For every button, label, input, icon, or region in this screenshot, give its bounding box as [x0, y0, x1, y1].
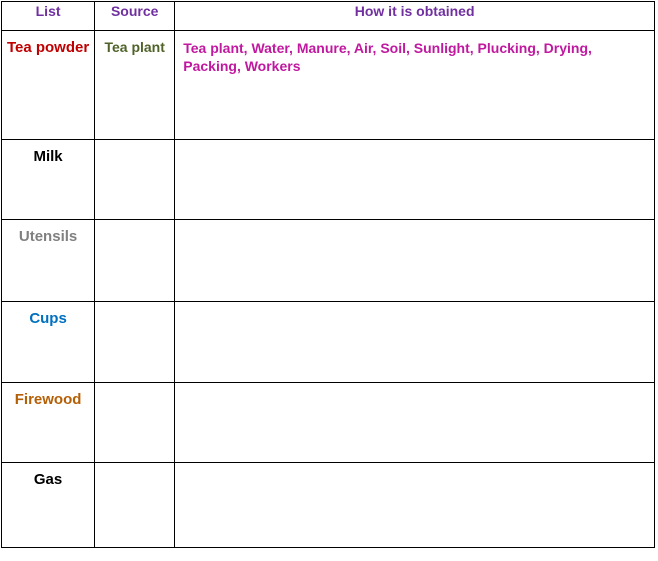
source-value-tea-powder: Tea plant — [104, 39, 165, 55]
list-cell-gas — [2, 463, 95, 548]
list-cell-tea-powder — [2, 31, 95, 140]
table-row — [2, 220, 655, 302]
list-label-utensils: Utensils — [18, 228, 78, 245]
how-cell-gas[interactable] — [175, 463, 655, 548]
source-cell-cups[interactable] — [95, 302, 175, 383]
how-value-gas — [175, 463, 654, 475]
how-cell-milk[interactable] — [175, 140, 655, 220]
header-label-source: Source — [110, 3, 159, 19]
list-label-firewood: Firewood — [14, 391, 82, 408]
how-cell-utensils[interactable] — [175, 220, 655, 302]
table-row — [2, 463, 655, 548]
how-cell-cups[interactable] — [175, 302, 655, 383]
list-cell-firewood — [2, 383, 95, 463]
how-value-utensils — [175, 220, 654, 232]
list-cell-cups — [2, 302, 95, 383]
source-cell-utensils[interactable] — [95, 220, 175, 302]
items-source-table — [1, 1, 655, 548]
source-cell-firewood[interactable] — [95, 383, 175, 463]
list-label-tea-powder: Tea powder — [6, 39, 90, 56]
source-cell-milk[interactable] — [95, 140, 175, 220]
how-cell-tea-powder[interactable] — [175, 31, 655, 140]
list-cell-utensils — [2, 220, 95, 302]
header-cell-list — [2, 2, 95, 31]
how-value-milk — [175, 140, 654, 152]
source-value-gas — [95, 463, 174, 471]
table-row — [2, 302, 655, 383]
table-header-row — [2, 2, 655, 31]
table-row — [2, 31, 655, 140]
how-value-tea-powder: Tea plant, Water, Manure, Air, Soil, Sunlight, Plucking, Drying, Packing, Workers — [183, 40, 592, 75]
list-label-milk: Milk — [33, 148, 63, 165]
how-cell-firewood[interactable] — [175, 383, 655, 463]
how-value-firewood — [175, 383, 654, 395]
header-label-how-it-is-obtained: How it is obtained — [354, 3, 475, 19]
header-cell-source — [95, 2, 175, 31]
source-value-milk — [95, 140, 174, 148]
source-cell-gas[interactable] — [95, 463, 175, 548]
source-value-cups — [95, 302, 174, 310]
table-row — [2, 383, 655, 463]
source-value-firewood — [95, 383, 174, 391]
source-cell-tea-powder[interactable] — [95, 31, 175, 140]
worksheet-table-page — [0, 1, 658, 561]
header-label-list: List — [35, 3, 61, 19]
header-cell-how-it-is-obtained — [175, 2, 655, 31]
list-label-cups: Cups — [29, 310, 67, 327]
list-cell-milk — [2, 140, 95, 220]
source-value-utensils — [95, 220, 174, 228]
list-label-gas: Gas — [33, 471, 63, 488]
table-row — [2, 140, 655, 220]
how-value-cups — [175, 302, 654, 314]
